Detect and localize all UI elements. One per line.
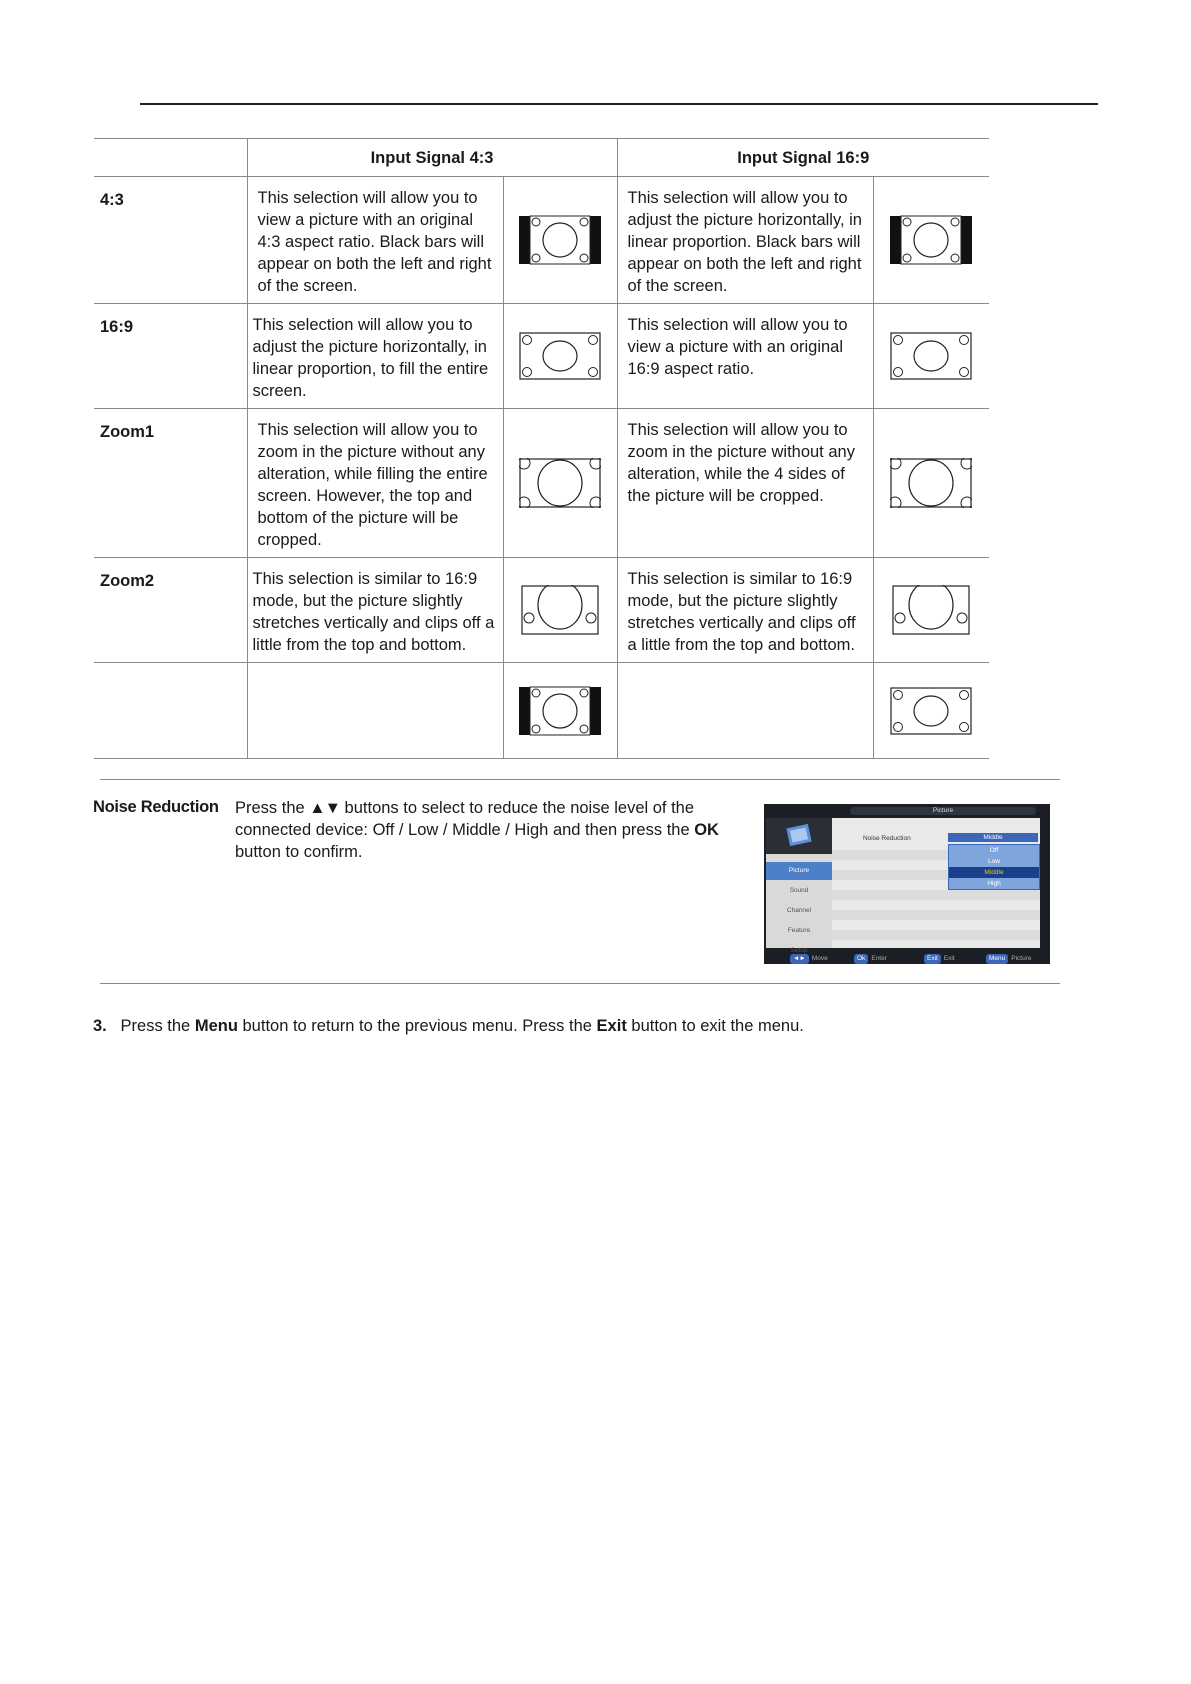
osd-dropdown-list <box>948 844 1040 890</box>
mode-label <box>94 663 247 759</box>
osd-title: Picture <box>850 807 1036 815</box>
menu-key: Menu <box>194 1017 238 1035</box>
osd-screenshot <box>764 804 1050 964</box>
header-input-43: Input Signal 4:3 <box>247 139 617 177</box>
osd-sidebar <box>766 818 832 954</box>
desc-input-43: This selection is similar to 16:9 mode, but the picture slightly stretches vertically and clips off a little from the top and bottom. <box>247 558 503 663</box>
table-row <box>94 304 989 409</box>
desc-input-169: This selection will allow you to adjust the picture horizontally, in linear proportion. Black bars will appear on both the left and right of the screen. <box>617 177 873 304</box>
widescreen-icon <box>890 686 972 736</box>
table-header-row <box>94 139 989 177</box>
screen-illustration-169 <box>873 663 989 759</box>
osd-footer <box>764 954 1050 964</box>
osd-setting-label: Noise Reduction <box>863 835 911 842</box>
screen-illustration-43 <box>503 558 617 663</box>
divider-top <box>100 779 1060 780</box>
exit-key: Exit <box>596 1017 627 1035</box>
screen-illustration-43 <box>503 304 617 409</box>
screen-illustration-169 <box>873 177 989 304</box>
widescreen-icon <box>890 331 972 381</box>
table-row <box>94 409 989 558</box>
osd-option-off[interactable]: Off <box>989 847 999 854</box>
zoom-cropped-icon <box>519 458 601 508</box>
screen-illustration-169 <box>873 304 989 409</box>
osd-footer-picture: Menu Picture <box>986 954 1032 964</box>
screen-illustration-43 <box>503 409 617 558</box>
osd-menu-picture[interactable]: Picture <box>766 862 832 880</box>
osd-menu-feature[interactable]: Feature <box>787 927 811 934</box>
ok-key: OK <box>694 821 719 839</box>
desc-input-169: This selection is similar to 16:9 mode, but the picture slightly stretches vertically and clips off a little from the top and bottom. <box>617 558 873 663</box>
aspect-ratio-table <box>94 138 989 759</box>
divider-bottom <box>100 983 1060 984</box>
up-down-arrows-icon: ▲▼ <box>309 799 340 817</box>
osd-row <box>832 890 1040 900</box>
osd-row <box>832 910 1040 920</box>
picture-icon <box>766 818 832 854</box>
pillarbox-screen-icon <box>519 215 601 265</box>
table-row <box>94 177 989 304</box>
screen-illustration-43 <box>503 663 617 759</box>
osd-option-middle[interactable]: Middle <box>949 867 1039 878</box>
pillarbox-screen-icon <box>890 215 972 265</box>
table-row <box>94 558 989 663</box>
desc-input-43 <box>247 663 503 759</box>
noise-reduction-description: Press the ▲▼ buttons to select to reduce the noise level of the connected device: Off / Low / Middle / High and then press the OK button to confirm. <box>235 799 719 861</box>
screen-illustration-43 <box>503 177 617 304</box>
osd-row <box>832 930 1040 940</box>
desc-input-169 <box>617 663 873 759</box>
osd-menu-sound[interactable]: Sound <box>789 887 809 894</box>
osd-footer-exit: Exit Exit <box>924 954 955 964</box>
top-rule <box>140 103 1098 105</box>
desc-input-43: This selection will allow you to zoom in the picture without any alteration, while filling the entire screen. However, the top and bottom of the picture will be cropped. <box>247 409 503 558</box>
osd-menu-channel[interactable]: Channel <box>786 907 812 914</box>
screen-illustration-169 <box>873 558 989 663</box>
osd-footer-move: ◄► Move <box>790 954 828 964</box>
osd-picture-logo-icon <box>766 818 832 854</box>
osd-noise-dropdown[interactable]: Middle <box>948 833 1038 842</box>
header-input-169: Input Signal 16:9 <box>617 139 989 177</box>
pillarbox-screen-icon <box>519 686 601 736</box>
zoom-stretched-icon <box>890 585 972 635</box>
desc-input-43: This selection will allow you to adjust the picture horizontally, in linear proportion, to fill the entire screen. <box>247 304 503 409</box>
step-3-instruction: 3. Press the Menu button to return to the previous menu. Press the Exit button to exit the menu. <box>93 1017 804 1035</box>
osd-footer-enter: Ok Enter <box>854 954 887 964</box>
mode-label: Zoom2 <box>94 558 247 663</box>
mode-label: 16:9 <box>94 304 247 409</box>
step-number: 3. <box>93 1017 107 1035</box>
desc-input-43: This selection will allow you to view a picture with an original 4:3 aspect ratio. Black bars will appear on both the left and right of the screen. <box>247 177 503 304</box>
zoom-cropped-icon <box>890 458 972 508</box>
desc-input-169: This selection will allow you to zoom in the picture without any alteration, while the 4 sides of the picture will be cropped. <box>617 409 873 558</box>
desc-input-169: This selection will allow you to view a picture with an original 16:9 aspect ratio. <box>617 304 873 409</box>
zoom-stretched-icon <box>519 585 601 635</box>
header-blank <box>94 139 247 177</box>
osd-option-low[interactable]: Low <box>988 858 1000 865</box>
mode-label: Zoom1 <box>94 409 247 558</box>
osd-menu-setup[interactable]: Setup <box>790 947 808 954</box>
mode-label: 4:3 <box>94 177 247 304</box>
osd-option-high[interactable]: High <box>987 880 1001 887</box>
table-row <box>94 663 989 759</box>
screen-illustration-169 <box>873 409 989 558</box>
noise-reduction-label: Noise Reduction <box>93 798 219 816</box>
widescreen-icon <box>519 331 601 381</box>
